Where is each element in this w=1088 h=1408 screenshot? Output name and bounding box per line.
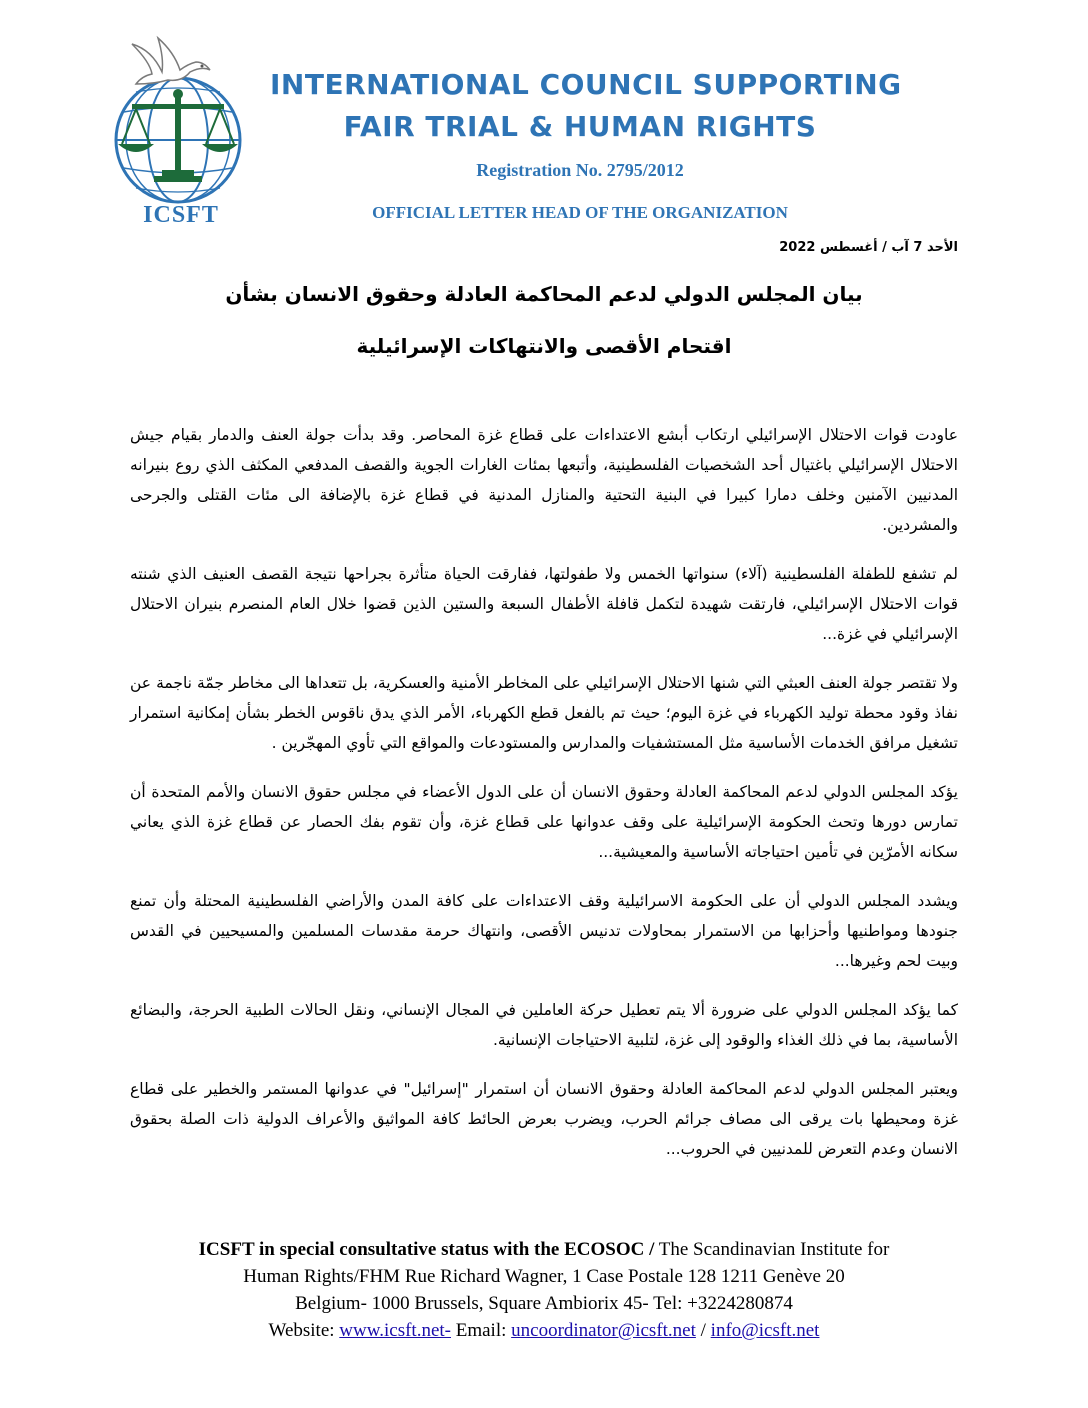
body-paragraph: يؤكد المجلس الدولي لدعم المحاكمة العادلة وحقوق الانسان أن على الدول الأعضاء في مجلس حقوق الانسان والأمم المتحدة أن تمارس دورها وتحث الحكومة الإسرائيلية على وقف عدوانها على قطاع غزة، وأن تقوم بفك الحصار عن قطاع غزة الذي يعاني سكانه الأمرّين في تأمين احتياجاته الأساسية والمعيشية... <box>130 783 958 861</box>
statement-title-line1: بيان المجلس الدولي لدعم المحاكمة العادلة وحقوق الانسان بشأن <box>225 282 863 306</box>
registration-number: Registration No. 2795/2012 <box>476 160 684 180</box>
organization-name-line2: FAIR TRIAL & HUMAN RIGHTS <box>343 110 817 143</box>
statement-body <box>130 420 958 1183</box>
body-paragraph: لم تشفع للطفلة الفلسطينية (آلاء) سنواتها الخمس ولا طفولتها، ففارقت الحياة متأثرة بجراحها نتيجة القصف العنيف الذي شنته قوات الاحتلال الإسرائيلي، فارتقت شهيدة لتكمل قافلة الأطفال السبعة والستين الذين قضوا خلال العام المنصرم بنيران الاحتلال الإسرائيلي في غزة... <box>130 565 958 643</box>
footer-line1 <box>100 1236 988 1263</box>
footer-links-line <box>100 1317 988 1344</box>
email-link-info[interactable]: info@icsft.net <box>710 1320 820 1341</box>
body-paragraph: كما يؤكد المجلس الدولي على ضرورة ألا يتم تعطيل حركة العاملين في المجال الإنساني، ونقل الحالات الطبية الحرجة، والبضائع الأساسية، بما في ذلك الغذاء والوقود إلى غزة، لتلبية الاحتياجات الإنسانية. <box>130 1001 958 1049</box>
website-link[interactable]: www.icsft.net- <box>339 1320 451 1341</box>
email-label: Email: <box>450 1320 512 1341</box>
letter-date: الأحد 7 آب / أغسطس 2022 <box>779 240 958 255</box>
dove-icon <box>132 38 210 84</box>
institute-name: The Scandinavian Institute for <box>654 1239 890 1260</box>
statement-title-line2: اقتحام الأقصى والانتهاكات الإسرائيلية <box>356 334 732 358</box>
organization-name-line1: INTERNATIONAL COUNCIL SUPPORTING <box>270 68 902 101</box>
footer-contact-info <box>100 1236 988 1344</box>
email-separator: / <box>695 1320 711 1341</box>
body-paragraph: ويعتبر المجلس الدولي لدعم المحاكمة العادلة وحقوق الانسان أن استمرار "إسرائيل" في عدوانها المستمر والخطير على قطاع غزة ومحيطها بات يرقى الى مصاف جرائم الحرب، ويضرب بعرض الحائط كافة المواثيق والأعراف الدولية ذات الصلة بحقوق الانسان وعدم التعرض للمدنيين في الحروب... <box>130 1080 958 1158</box>
body-paragraph: ولا تقتصر جولة العنف العبثي التي شنها الاحتلال الإسرائيلي على المخاطر الأمنية والعسكرية، بل تتعداها الى مخاطر جمّة ناجمة عن نفاذ وقود محطة توليد الكهرباء في غزة اليوم؛ حيث تم بالفعل قطع الكهرباء، الأمر الذي يدق ناقوس الخطر بشأن إمكانية استمرار تشغيل مرافق الخدمات الأساسية مثل المستشفيات والمدارس والمستودعات والمواقع التي تأوي المهجّرين . <box>130 674 958 752</box>
official-letterhead-label: OFFICIAL LETTER HEAD OF THE ORGANIZATION <box>372 203 788 222</box>
footer-address-line1: Human Rights/FHM Rue Richard Wagner, 1 Case Postale 128 1211 Genève 20 <box>243 1266 845 1287</box>
organization-logo <box>92 32 264 232</box>
body-paragraph: ويشدد المجلس الدولي أن على الحكومة الاسرائيلية وقف الاعتداءات على كافة المدن والأراضي الفلسطينية المحتلة وأن تمنع جنودها ومواطنيها وأحزابها من الاستمرار بمحاولات تدنيس الأقصى، وانتهاك حرمة مقدسات المسلمين والمسيحيين في القدس وبيت لحم وغيرها... <box>130 892 958 970</box>
email-link-coordinator[interactable]: uncoordinator@icsft.net <box>511 1320 696 1341</box>
website-label: Website: <box>268 1320 340 1341</box>
logo-acronym: ICSFT <box>143 202 219 228</box>
consultative-status-text: ICSFT in special consultative status with the ECOSOC / <box>198 1239 655 1260</box>
footer-address-line2: Belgium- 1000 Brussels, Square Ambiorix 45- Tel: +3224280874 <box>295 1293 793 1314</box>
body-paragraph: عاودت قوات الاحتلال الإسرائيلي ارتكاب أبشع الاعتداءات على قطاع غزة المحاصر. وقد بدأت جولة العنف والدمار بقيام جيش الاحتلال الإسرائيلي باغتيال أحد الشخصيات الفلسطينية، وأتبعها بمئات الغارات الجوية والقصف المدفعي المكثف الذي روع بنيرانه المدنيين الآمنين وخلف دمارا كبيرا في البنية التحتية والمنازل المدنية في قطاع غزة بالإضافة الى مئات القتلى والجرحى والمشردين. <box>130 426 958 534</box>
